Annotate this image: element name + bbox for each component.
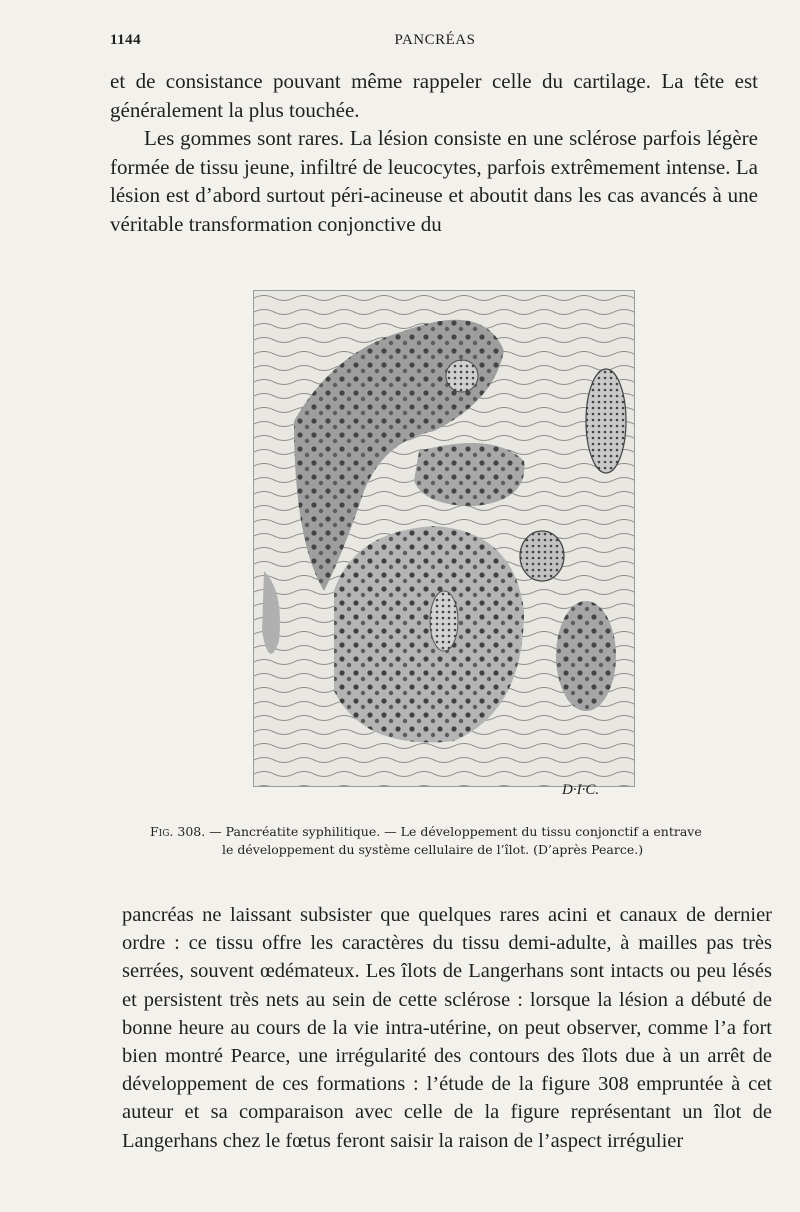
caption-text-2: le développement du système cellulaire de l’îlot. (D’après Pearce.) bbox=[222, 842, 644, 857]
artist-signature: D·I·C. bbox=[562, 782, 600, 798]
bottom-text-block bbox=[122, 901, 772, 1155]
top-text-block bbox=[110, 67, 758, 238]
paragraph: pancréas ne laissant subsister que quelques rares acini et canaux de dernier ordre : ce tissu offre les caractères du tissu demi-adulte, à mailles pas très serrées, souvent œdémateux. Les îlots de Langerhans sont intacts ou peu lésés et persistent très nets au sein de cette sclérose : lorsque la lésion a débuté de bonne heure au cours de la vie intra-utérine, on peut observer, comme l’a fort bien montré Pearce, une irrégularité des contours des îlots due à un arrêt de développement de ces formations : l’étude de la figure 308 empruntée à cet auteur et sa comparaison avec celle de la figure représentant un îlot de Langerhans chez le fœtus feront saisir la raison de l’aspect irrégulier bbox=[122, 904, 772, 1152]
paragraph: et de consistance pouvant même rappeler celle du cartilage. La tête est généralement la plus touchée. bbox=[110, 69, 758, 122]
caption-text: — Pancréatite syphilitique. — Le développement du tissu conjonctif a entrave bbox=[205, 824, 702, 839]
page-header bbox=[110, 32, 760, 56]
running-head: PANCRÉAS bbox=[394, 32, 476, 48]
histology-illustration bbox=[253, 290, 635, 787]
page-number: 1144 bbox=[110, 32, 142, 48]
figure-label: Fig. 308. bbox=[150, 824, 206, 839]
histology-drawing bbox=[254, 291, 634, 786]
paragraph: Les gommes sont rares. La lésion consiste en une sclérose parfois légère formée de tissu jeune, infiltré de leucocytes, parfois extrêmement intense. La lésion est d’abord surtout péri-acineuse et aboutit dans les cas avancés à une véritable transformation conjonctive du bbox=[110, 126, 758, 236]
figure-caption bbox=[150, 823, 760, 859]
